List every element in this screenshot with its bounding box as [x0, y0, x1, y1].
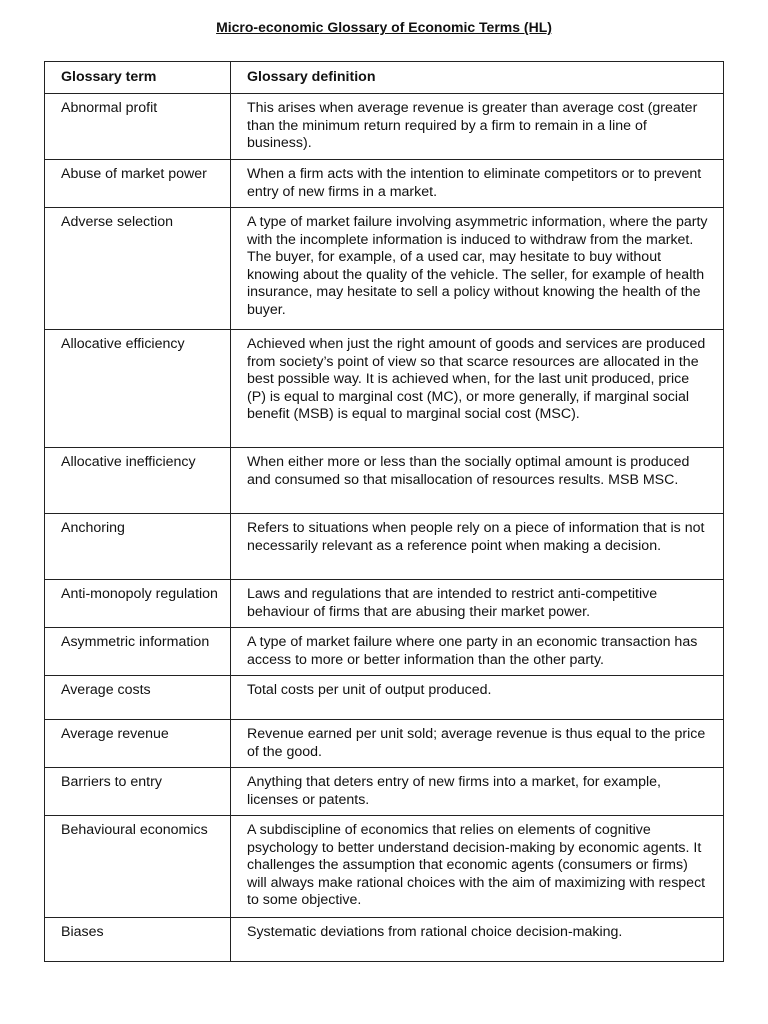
definition-cell: A type of market failure where one party in an economic transaction has access to more or better information than the other party. — [231, 628, 724, 676]
term-cell: Barriers to entry — [45, 768, 231, 816]
table-row — [45, 720, 724, 768]
table-row — [45, 816, 724, 918]
term-cell: Anti-monopoly regulation — [45, 580, 231, 628]
page-title: Micro-economic Glossary of Economic Terms (HL) — [216, 19, 552, 35]
glossary-table — [44, 61, 724, 962]
definition-cell: Anything that deters entry of new firms into a market, for example, licenses or patents. — [231, 768, 724, 816]
table-row — [45, 580, 724, 628]
definition-cell: When either more or less than the socially optimal amount is produced and consumed so that misallocation of resources results. MSB MSC. — [231, 448, 724, 514]
definition-cell: Revenue earned per unit sold; average revenue is thus equal to the price of the good. — [231, 720, 724, 768]
table-row — [45, 676, 724, 720]
term-cell: Allocative efficiency — [45, 330, 231, 448]
definition-cell: A subdiscipline of economics that relies on elements of cognitive psychology to better understand decision-making by economic agents. It challenges the assumption that economic agents (consumers or firms) will always make rational choices with the aim of maximizing with respect to some objective. — [231, 816, 724, 918]
header-term: Glossary term — [45, 62, 231, 94]
header-definition: Glossary definition — [231, 62, 724, 94]
table-row — [45, 208, 724, 330]
definition-cell: Systematic deviations from rational choice decision-making. — [231, 918, 724, 962]
definition-cell: A type of market failure involving asymmetric information, where the party with the incomplete information is induced to withdraw from the market. The buyer, for example, of a used car, may hesitate to buy without knowing about the quality of the vehicle. The seller, for example of health insurance, may hesitate to sell a policy without knowing the health of the buyer. — [231, 208, 724, 330]
definition-cell: Refers to situations when people rely on a piece of information that is not necessarily relevant as a reference point when making a decision. — [231, 514, 724, 580]
definition-cell: Laws and regulations that are intended to restrict anti-competitive behaviour of firms that are abusing their market power. — [231, 580, 724, 628]
term-cell: Adverse selection — [45, 208, 231, 330]
definition-cell: Achieved when just the right amount of goods and services are produced from society’s point of view so that scarce resources are allocated in the best possible way. It is achieved when, for the last unit produced, price (P) is equal to marginal cost (MC), or more generally, if marginal social benefit (MSB) is equal to marginal social cost (MSC). — [231, 330, 724, 448]
table-row — [45, 628, 724, 676]
table-row — [45, 330, 724, 448]
term-cell: Behavioural economics — [45, 816, 231, 918]
term-cell: Biases — [45, 918, 231, 962]
definition-cell: This arises when average revenue is greater than average cost (greater than the minimum return required by a firm to remain in a line of business). — [231, 94, 724, 160]
term-cell: Abuse of market power — [45, 160, 231, 208]
definition-cell: Total costs per unit of output produced. — [231, 676, 724, 720]
table-row — [45, 448, 724, 514]
term-cell: Abnormal profit — [45, 94, 231, 160]
table-header-row — [45, 62, 724, 94]
definition-cell: When a firm acts with the intention to eliminate competitors or to prevent entry of new firms in a market. — [231, 160, 724, 208]
table-row — [45, 160, 724, 208]
term-cell: Average revenue — [45, 720, 231, 768]
table-row — [45, 918, 724, 962]
table-row — [45, 94, 724, 160]
term-cell: Asymmetric information — [45, 628, 231, 676]
table-row — [45, 514, 724, 580]
term-cell: Average costs — [45, 676, 231, 720]
term-cell: Allocative inefficiency — [45, 448, 231, 514]
table-row — [45, 768, 724, 816]
term-cell: Anchoring — [45, 514, 231, 580]
